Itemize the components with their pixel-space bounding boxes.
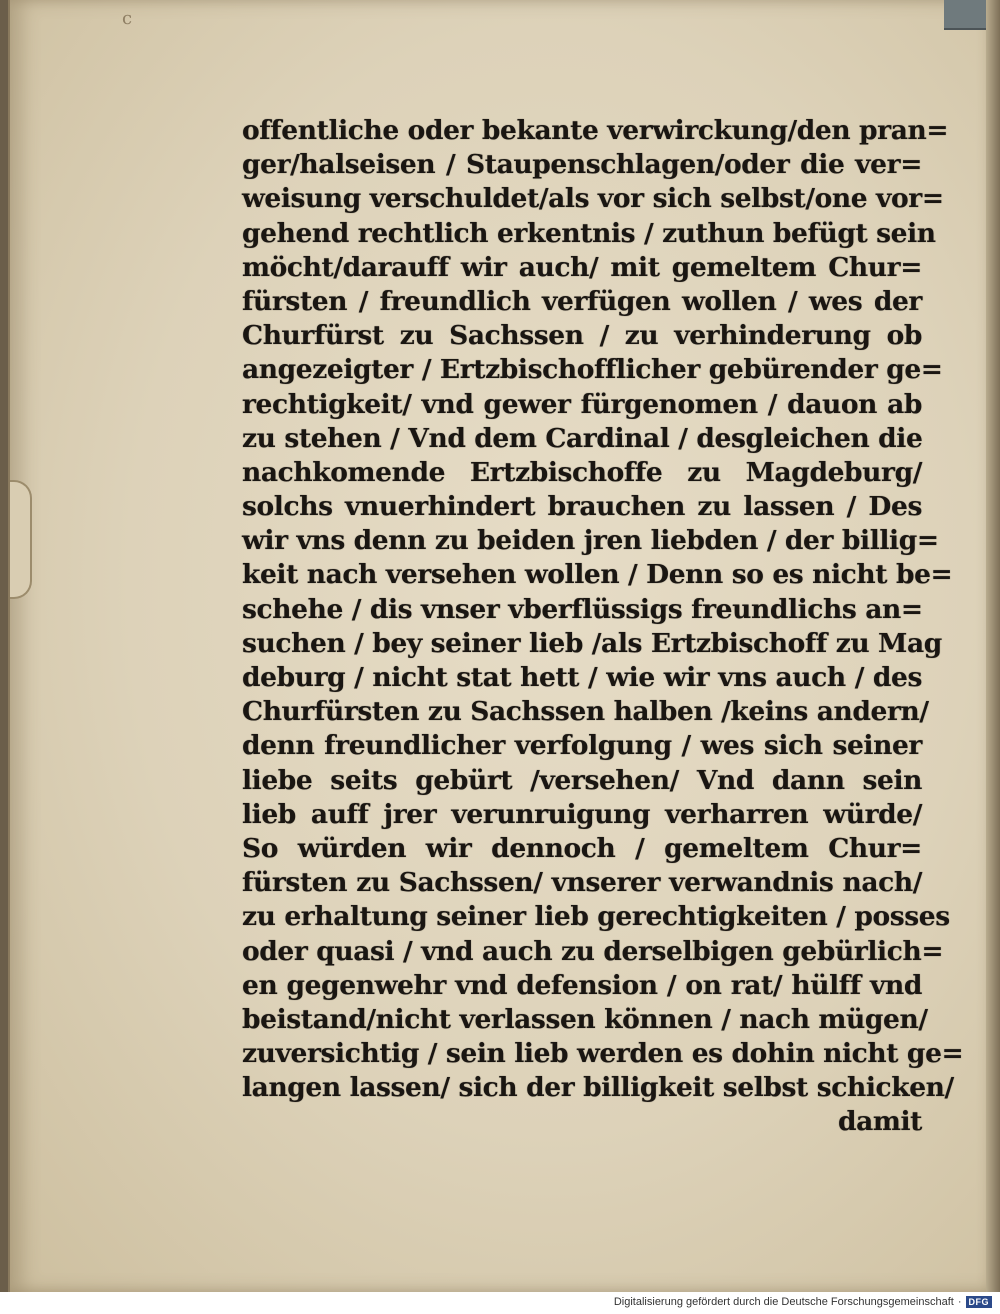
text-line: zu stehen / Vnd dem Cardinal / desgleichen die	[242, 422, 923, 454]
footer-separator: ·	[957, 1296, 962, 1308]
text-line: lieb auff jrer verunruigung verharren würde/	[242, 798, 922, 830]
text-line: So würden wir dennoch / gemeltem Chur=	[242, 832, 922, 864]
text-line: ger/halseisen / Staupenschlagen/oder die ver=	[242, 149, 922, 181]
text-line: liebe seits gebürt /versehen/ Vnd dann sein	[242, 764, 922, 796]
text-line: fürsten zu Sachssen/ vnserer verwandnis nach/	[242, 867, 922, 899]
text-line: en gegenwehr vnd defension / on rat/ hülff vnd	[242, 969, 922, 1001]
footer-credit-text: Digitalisierung gefördert durch die Deutsche Forschungsgemeinschaft	[613, 1296, 954, 1308]
catchword: damit	[837, 1106, 922, 1138]
text-line: deburg / nicht stat hett / wie wir vns auch / des	[242, 662, 922, 693]
text-line: angezeigter / Ertzbischofflicher gebürender ge=	[242, 354, 943, 386]
text-line: Churfürsten zu Sachssen halben /keins andern/	[242, 696, 929, 728]
footer-credit	[614, 1296, 992, 1308]
text-block	[242, 114, 964, 1140]
text-line: fürsten / freundlich verfügen wollen / wes der	[242, 285, 922, 317]
text-line: weisung verschuldet/als vor sich selbst/one vor=	[242, 183, 944, 215]
text-line: oder quasi / vnd auch zu derselbigen gebürlich=	[242, 935, 944, 967]
text-line: wir vns denn zu beiden jren liebden / der billig=	[242, 525, 939, 557]
text-line: gehend rechtlich erkentnis / zuthun befügt sein	[242, 217, 936, 249]
text-line: nachkomende Ertzbischoffe zu Magdeburg/	[242, 456, 922, 488]
text-line: Churfürst zu Sachssen / zu verhinderung ob	[242, 320, 922, 352]
text-line: schehe / dis vnser vberflüssigs freundlichs an=	[242, 593, 923, 625]
text-line: rechtigkeit/ vnd gewer fürgenomen / dauon ab	[242, 388, 922, 420]
corner-mark: c	[122, 8, 133, 29]
text-line: zuversichtig / sein lieb werden es dohin nicht ge=	[242, 1038, 964, 1070]
binding-strip	[944, 0, 986, 30]
text-line: zu erhaltung seiner lieb gerechtigkeiten / posses	[242, 901, 950, 933]
page-fold-tab	[10, 480, 32, 599]
book-page	[8, 0, 992, 1292]
text-line: langen lassen/ sich der billigkeit selbst schicken/	[242, 1072, 954, 1104]
page-edge-right	[986, 0, 1000, 1292]
text-line: solchs vnuerhindert brauchen zu lassen / Des	[242, 491, 922, 523]
text-line: denn freundlicher verfolgung / wes sich seiner	[242, 730, 922, 762]
text-line: offentliche oder bekante verwirckung/den pran=	[242, 115, 949, 146]
text-line: keit nach versehen wollen / Denn so es nicht be=	[242, 559, 953, 591]
text-line: suchen / bey seiner lieb /als Ertzbischoff zu Mag	[242, 627, 942, 659]
text-line: beistand/nicht verlassen können / nach mügen/	[242, 1003, 928, 1035]
text-line: möcht/darauff wir auch/ mit gemeltem Chur=	[242, 251, 922, 283]
dfg-logo-icon: DFG	[966, 1296, 993, 1308]
